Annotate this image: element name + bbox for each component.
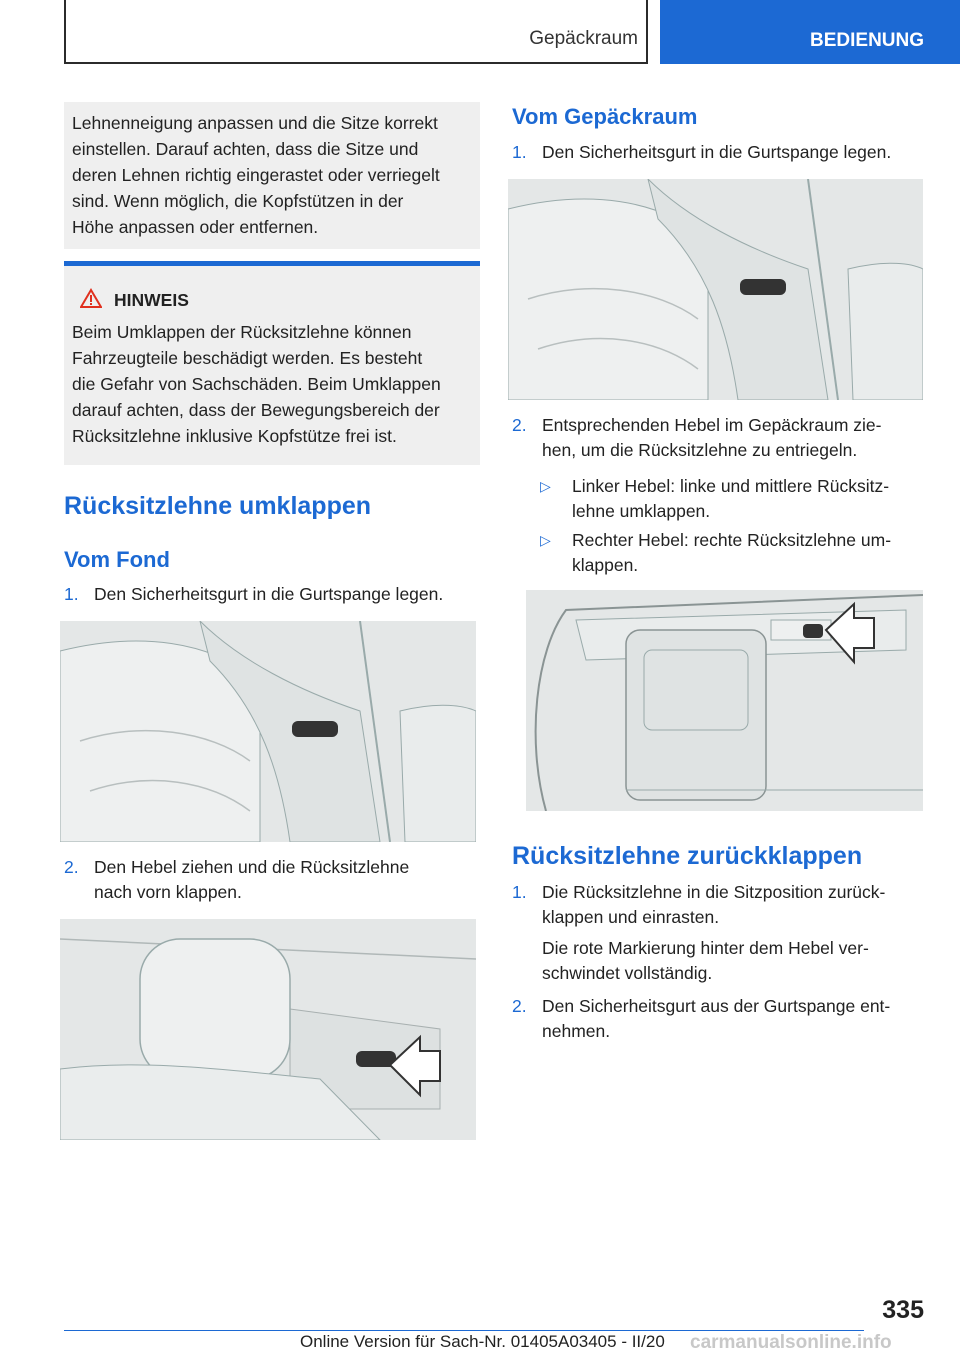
trunk-bullet-2 bbox=[540, 528, 940, 578]
step-text-line: Den Hebel ziehen und die Rücksitzlehne bbox=[94, 857, 410, 877]
warning-heading bbox=[72, 288, 472, 313]
bullet-triangle-icon: ▷ bbox=[540, 532, 551, 548]
trunk-belt-clip-image bbox=[508, 179, 923, 400]
rear-step-2 bbox=[64, 855, 484, 905]
intro-line: Lehnenneigung anpassen und die Sitze korrekt bbox=[72, 113, 438, 133]
step-text-line: hen, um die Rücksitzlehne zu entriegeln. bbox=[542, 440, 858, 460]
step-number: 2. bbox=[512, 415, 527, 435]
note-line: Die rote Markierung hinter dem Hebel ver- bbox=[542, 938, 869, 958]
step-text-line: klappen und einrasten. bbox=[542, 907, 720, 927]
back-step-2 bbox=[512, 994, 932, 1044]
warning-line: Beim Umklappen der Rücksitzlehne können bbox=[72, 322, 412, 342]
bullet-text-line: klappen. bbox=[572, 555, 639, 575]
footer-text: Online Version für Sach-Nr. 01405A03405 - II/20 bbox=[300, 1332, 665, 1351]
intro-line: einstellen. Darauf achten, dass die Sitze und bbox=[72, 139, 419, 159]
intro-line: Höhe anpassen oder entfernen. bbox=[72, 217, 319, 237]
step-text-line: Entsprechenden Hebel im Gepäckraum zie- bbox=[542, 415, 882, 435]
footer-divider bbox=[64, 1330, 864, 1331]
back-step-1 bbox=[512, 880, 932, 930]
section-fold-title: Rücksitzlehne umklappen bbox=[64, 492, 372, 520]
step-text: Den Sicherheitsgurt in die Gurtspange legen. bbox=[94, 584, 444, 604]
step-text: Den Sicherheitsgurt in die Gurtspange legen. bbox=[542, 142, 892, 162]
bullet-text-line: Rechter Hebel: rechte Rücksitzlehne um- bbox=[572, 530, 892, 550]
from-trunk-title: Vom Gepäckraum bbox=[512, 104, 698, 129]
trunk-step-2 bbox=[512, 413, 932, 463]
note-line: schwindet vollständig. bbox=[542, 963, 713, 983]
step-number: 2. bbox=[64, 857, 79, 877]
warning-text bbox=[72, 319, 472, 449]
warning-line: darauf achten, dass der Bewegungsbereich der bbox=[72, 400, 440, 420]
step-text-line: nehmen. bbox=[542, 1021, 611, 1041]
watermark: carmanualsonline.info bbox=[690, 1332, 892, 1353]
intro-line: deren Lehnen richtig eingerastet oder verriegelt bbox=[72, 165, 440, 185]
intro-note-box bbox=[64, 102, 480, 249]
header-section-title: Gepäckraum bbox=[529, 28, 638, 49]
warning-title: HINWEIS bbox=[114, 290, 189, 310]
warning-line: Fahrzeugteile beschädigt werden. Es besteht bbox=[72, 348, 423, 368]
warning-line: die Gefahr von Sachschäden. Beim Umklappen bbox=[72, 374, 441, 394]
warning-box bbox=[64, 261, 480, 465]
bullet-text-line: lehne umklappen. bbox=[572, 501, 711, 521]
bullet-text-line: Linker Hebel: linke und mittlere Rücksitz- bbox=[572, 476, 890, 496]
from-rear-title: Vom Fond bbox=[64, 547, 170, 572]
step-number: 1. bbox=[512, 882, 527, 902]
lever-headrest-image bbox=[60, 919, 476, 1140]
trunk-lever-image bbox=[526, 590, 923, 811]
page-number: 335 bbox=[882, 1296, 924, 1324]
trunk-bullet-1 bbox=[540, 474, 940, 524]
step-text-line: Den Sicherheitsgurt aus der Gurtspange ent- bbox=[542, 996, 891, 1016]
header-chapter-tab: BEDIENUNG bbox=[660, 0, 960, 64]
step-text-line: nach vorn klappen. bbox=[94, 882, 242, 902]
trunk-step-1 bbox=[512, 140, 932, 165]
warning-triangle-icon bbox=[80, 288, 102, 313]
step-number: 1. bbox=[64, 584, 79, 604]
seat-belt-clip-image bbox=[60, 621, 476, 842]
step-number: 1. bbox=[512, 142, 527, 162]
rear-step-1 bbox=[64, 582, 484, 607]
warning-line: Rücksitzlehne inklusive Kopfstütze frei ist. bbox=[72, 426, 397, 446]
back-step-1-note bbox=[542, 936, 942, 986]
step-text-line: Die Rücksitzlehne in die Sitzposition zurück- bbox=[542, 882, 886, 902]
intro-line: sind. Wenn möglich, die Kopfstützen in der bbox=[72, 191, 404, 211]
section-back-title: Rücksitzlehne zurückklappen bbox=[512, 842, 863, 870]
bullet-triangle-icon: ▷ bbox=[540, 478, 551, 494]
step-number: 2. bbox=[512, 996, 527, 1016]
